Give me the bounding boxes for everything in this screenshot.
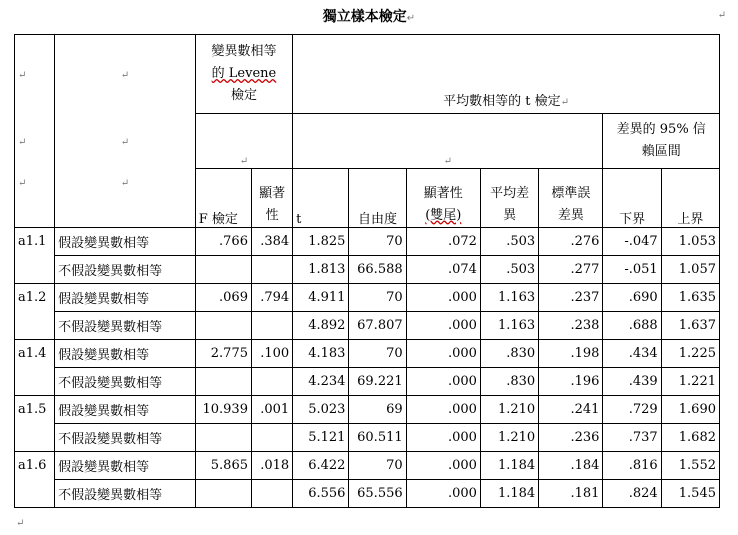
se-diff: .196 bbox=[570, 373, 600, 389]
ci-lower-cell bbox=[603, 395, 661, 423]
se-diff: .236 bbox=[570, 429, 600, 445]
f-value: .766 bbox=[219, 233, 248, 249]
item-label: a1.5 bbox=[18, 401, 47, 417]
header-empty-cell bbox=[15, 169, 55, 228]
paragraph-mark: ↵ bbox=[120, 136, 130, 148]
header-empty-cell bbox=[195, 114, 292, 169]
sig-two-tailed: .000 bbox=[448, 457, 477, 473]
item-label: a1.1 bbox=[18, 233, 47, 249]
assumption-cell bbox=[55, 423, 196, 451]
se-diff-cell bbox=[539, 367, 603, 395]
t-value-cell bbox=[293, 283, 349, 311]
mean-diff: .503 bbox=[506, 261, 536, 277]
col-header-lower bbox=[603, 169, 661, 228]
f-value-cell bbox=[195, 255, 251, 283]
assumption-label: 假設變異數相等 bbox=[58, 459, 150, 475]
mean-diff: 1.163 bbox=[497, 289, 536, 305]
ci-lower: .690 bbox=[628, 289, 658, 305]
assumption-label: 假設變異數相等 bbox=[58, 403, 150, 419]
ci-lower-cell bbox=[603, 423, 661, 451]
table-row bbox=[15, 423, 720, 451]
ci-lower-cell bbox=[603, 339, 661, 367]
t-value: 5.121 bbox=[308, 429, 346, 445]
df-value: 60.511 bbox=[357, 429, 403, 445]
mean-diff-cell bbox=[480, 395, 538, 423]
assumption-cell bbox=[55, 451, 196, 479]
paragraph-mark: ↵ bbox=[16, 518, 25, 529]
ci-lower: .729 bbox=[628, 401, 658, 417]
ci-upper-cell bbox=[661, 367, 719, 395]
ci-upper-cell bbox=[661, 311, 719, 339]
sig-two-tailed-cell bbox=[406, 227, 480, 255]
se-diff: .238 bbox=[570, 317, 600, 333]
levene-header-line: 的 Levene bbox=[211, 66, 277, 81]
ci-upper-cell bbox=[661, 423, 719, 451]
df-value: 66.588 bbox=[357, 261, 403, 277]
f-value-cell bbox=[195, 423, 251, 451]
df-value-cell bbox=[349, 311, 406, 339]
f-value: 2.775 bbox=[210, 345, 248, 361]
table-row bbox=[15, 311, 720, 339]
df-value: 69.221 bbox=[357, 373, 403, 389]
ci-upper-cell bbox=[661, 227, 719, 255]
f-value-cell bbox=[195, 451, 251, 479]
se-diff: .277 bbox=[570, 261, 600, 277]
ci-lower: .816 bbox=[628, 457, 658, 473]
t-value-cell bbox=[293, 479, 349, 507]
mean-diff-cell bbox=[480, 479, 538, 507]
sig-two-tailed: .000 bbox=[448, 317, 477, 333]
col-header-mean-diff bbox=[480, 169, 538, 228]
f-value: 5.865 bbox=[210, 457, 248, 473]
ci-upper: 1.635 bbox=[678, 289, 716, 305]
t-value: 6.556 bbox=[308, 485, 346, 501]
table-row bbox=[15, 451, 720, 479]
se-diff: .276 bbox=[570, 233, 600, 249]
se-diff: .198 bbox=[570, 345, 600, 361]
sig-two-tailed-cell bbox=[406, 311, 480, 339]
col-header-df bbox=[349, 169, 406, 228]
f-value-cell bbox=[195, 339, 251, 367]
col-header-text: 平均差 bbox=[490, 185, 530, 201]
col-header-text: 標準誤 bbox=[551, 185, 591, 201]
col-header-sig bbox=[251, 169, 292, 228]
sig-two-tailed: .000 bbox=[448, 401, 477, 417]
paragraph-mark: ↵ bbox=[717, 10, 726, 21]
sig-two-tailed: .000 bbox=[448, 429, 477, 445]
se-diff-cell bbox=[539, 255, 603, 283]
ci-lower-cell bbox=[603, 367, 661, 395]
assumption-cell bbox=[55, 339, 196, 367]
f-value-cell bbox=[195, 479, 251, 507]
assumption-cell bbox=[55, 479, 196, 507]
paragraph-mark: ↵ bbox=[18, 69, 27, 81]
sig-two-tailed-cell bbox=[406, 339, 480, 367]
f-sig-cell bbox=[251, 255, 292, 283]
ci-upper-cell bbox=[661, 479, 719, 507]
col-header-text: 顯著 bbox=[259, 185, 286, 201]
header-empty-cell bbox=[15, 114, 55, 169]
ci-upper: 1.637 bbox=[678, 317, 716, 333]
t-value: 1.813 bbox=[308, 261, 346, 277]
mean-diff: .830 bbox=[506, 345, 536, 361]
paragraph-mark: ↵ bbox=[560, 97, 570, 108]
assumption-label: 不假設變異數相等 bbox=[58, 487, 163, 503]
se-diff-cell bbox=[539, 227, 603, 255]
f-value: 10.939 bbox=[202, 401, 248, 417]
f-value-cell bbox=[195, 395, 251, 423]
ci-upper-cell bbox=[661, 283, 719, 311]
assumption-label: 不假設變異數相等 bbox=[58, 375, 163, 391]
sig-two-tailed-cell bbox=[406, 423, 480, 451]
mean-diff: 1.210 bbox=[497, 429, 536, 445]
title-text: 獨立樣本檢定 bbox=[322, 9, 407, 25]
sig-two-tailed: .000 bbox=[448, 373, 477, 389]
sig-two-tailed: .072 bbox=[448, 233, 477, 249]
mean-diff-cell bbox=[480, 283, 538, 311]
se-diff: .184 bbox=[570, 457, 600, 473]
mean-diff-cell bbox=[480, 227, 538, 255]
f-value-cell bbox=[195, 227, 251, 255]
table-row bbox=[15, 367, 720, 395]
ci-lower-cell bbox=[603, 283, 661, 311]
ci-lower: .434 bbox=[628, 345, 658, 361]
ci-upper: 1.690 bbox=[678, 401, 716, 417]
f-value-cell bbox=[195, 367, 251, 395]
f-sig: .001 bbox=[260, 401, 290, 417]
col-header-text: 性 bbox=[265, 207, 279, 223]
ci-lower-cell bbox=[603, 311, 661, 339]
ci-upper: 1.552 bbox=[678, 457, 716, 473]
f-sig-cell bbox=[251, 367, 292, 395]
col-header-text: 下界 bbox=[619, 211, 646, 227]
t-value-cell bbox=[293, 451, 349, 479]
assumption-cell bbox=[55, 283, 196, 311]
t-value: 6.422 bbox=[308, 457, 346, 473]
df-value-cell bbox=[349, 479, 406, 507]
assumption-cell bbox=[55, 311, 196, 339]
ci-upper-cell bbox=[661, 451, 719, 479]
ci-lower: .737 bbox=[628, 429, 658, 445]
t-value: 4.234 bbox=[308, 373, 346, 389]
col-header-text: t bbox=[296, 211, 302, 227]
df-value-cell bbox=[349, 227, 406, 255]
mean-diff: 1.210 bbox=[497, 401, 536, 417]
table-title bbox=[0, 6, 738, 26]
assumption-label: 假設變異數相等 bbox=[58, 347, 150, 363]
assumption-label: 假設變異數相等 bbox=[58, 235, 150, 251]
f-sig: .794 bbox=[260, 289, 290, 305]
mean-diff: 1.184 bbox=[497, 457, 536, 473]
table-row bbox=[15, 283, 720, 311]
mean-diff-cell bbox=[480, 255, 538, 283]
ci-lower-cell bbox=[603, 451, 661, 479]
item-cell bbox=[15, 479, 55, 507]
df-value-cell bbox=[349, 395, 406, 423]
f-sig-cell bbox=[251, 311, 292, 339]
ci-lower: -.047 bbox=[624, 233, 658, 249]
table-row bbox=[15, 395, 720, 423]
se-diff-cell bbox=[539, 395, 603, 423]
table-body bbox=[15, 227, 720, 507]
se-diff: .181 bbox=[570, 485, 600, 501]
df-value-cell bbox=[349, 451, 406, 479]
paragraph-mark: ↵ bbox=[120, 177, 130, 189]
t-value: 4.892 bbox=[308, 317, 346, 333]
item-cell bbox=[15, 283, 55, 311]
sig-two-tailed-cell bbox=[406, 479, 480, 507]
ci-upper: 1.545 bbox=[678, 485, 716, 501]
ci-upper: 1.057 bbox=[678, 261, 716, 277]
table-row bbox=[15, 227, 720, 255]
ci-lower: .824 bbox=[628, 485, 658, 501]
t-value: 5.023 bbox=[308, 401, 346, 417]
ttest-header-text: 平均數相等的 t 檢定 bbox=[443, 94, 561, 109]
table-row bbox=[15, 255, 720, 283]
item-label: a1.4 bbox=[18, 345, 47, 361]
df-value: 70 bbox=[386, 345, 403, 361]
mean-diff-cell bbox=[480, 311, 538, 339]
t-value: 4.183 bbox=[308, 345, 346, 361]
item-cell bbox=[15, 395, 55, 423]
mean-diff-cell bbox=[480, 451, 538, 479]
ci-upper: 1.225 bbox=[678, 345, 716, 361]
df-value: 65.556 bbox=[357, 485, 403, 501]
col-header-text: 異 bbox=[503, 207, 517, 223]
col-header-f bbox=[195, 169, 251, 228]
df-value-cell bbox=[349, 283, 406, 311]
se-diff: .241 bbox=[570, 401, 600, 417]
t-value-cell bbox=[293, 227, 349, 255]
df-value: 69 bbox=[386, 401, 403, 417]
col-header-text: 顯著性 bbox=[423, 185, 463, 201]
col-header-se-diff bbox=[539, 169, 603, 228]
sig-two-tailed: .074 bbox=[448, 261, 477, 277]
col-header-text: 差異 bbox=[557, 207, 584, 223]
f-value-cell bbox=[195, 283, 251, 311]
paragraph-mark: ↵ bbox=[239, 156, 249, 167]
df-value-cell bbox=[349, 339, 406, 367]
assumption-cell bbox=[55, 395, 196, 423]
t-value: 4.911 bbox=[308, 289, 346, 305]
item-label: a1.2 bbox=[18, 289, 47, 305]
f-sig: .100 bbox=[260, 345, 290, 361]
paragraph-mark: ↵ bbox=[443, 156, 452, 167]
col-header-text: (雙尾) bbox=[425, 207, 462, 223]
f-sig-cell bbox=[251, 283, 292, 311]
header-empty-cell bbox=[55, 114, 196, 169]
levene-header-line: 變異數相等 bbox=[211, 44, 277, 59]
ci-lower-cell bbox=[603, 479, 661, 507]
item-cell bbox=[15, 311, 55, 339]
f-sig-cell bbox=[251, 451, 292, 479]
paragraph-mark: ↵ bbox=[18, 177, 27, 189]
table-row bbox=[15, 339, 720, 367]
se-diff-cell bbox=[539, 339, 603, 367]
mean-diff-cell bbox=[480, 367, 538, 395]
item-cell bbox=[15, 255, 55, 283]
mean-diff: .830 bbox=[506, 373, 536, 389]
assumption-label: 不假設變異數相等 bbox=[58, 263, 163, 279]
f-sig-cell bbox=[251, 395, 292, 423]
ci-lower-cell bbox=[603, 255, 661, 283]
sig-two-tailed: .000 bbox=[448, 289, 477, 305]
header-empty-cell bbox=[55, 35, 196, 114]
ci-lower-cell bbox=[603, 227, 661, 255]
col-header-upper bbox=[661, 169, 719, 228]
f-sig-cell bbox=[251, 479, 292, 507]
ci-lower: .439 bbox=[628, 373, 658, 389]
mean-diff-cell bbox=[480, 423, 538, 451]
df-value-cell bbox=[349, 367, 406, 395]
df-value: 70 bbox=[386, 233, 403, 249]
se-diff-cell bbox=[539, 451, 603, 479]
df-value-cell bbox=[349, 423, 406, 451]
df-value: 67.807 bbox=[357, 317, 403, 333]
ci-upper: 1.053 bbox=[678, 233, 716, 249]
ci-upper-cell bbox=[661, 395, 719, 423]
sig-two-tailed-cell bbox=[406, 395, 480, 423]
assumption-label: 假設變異數相等 bbox=[58, 291, 150, 307]
col-header-sig-two-tailed bbox=[406, 169, 480, 228]
header-empty-cell bbox=[15, 35, 55, 114]
sig-two-tailed: .000 bbox=[448, 485, 477, 501]
f-sig-cell bbox=[251, 227, 292, 255]
t-value-cell bbox=[293, 311, 349, 339]
independent-samples-test-table bbox=[14, 34, 720, 508]
sig-two-tailed-cell bbox=[406, 255, 480, 283]
assumption-cell bbox=[55, 227, 196, 255]
col-header-text: 上界 bbox=[677, 211, 704, 227]
assumption-label: 不假設變異數相等 bbox=[58, 319, 163, 335]
ci-header-line: 賴區間 bbox=[641, 144, 681, 159]
levene-header-line: 檢定 bbox=[230, 88, 257, 103]
se-diff-cell bbox=[539, 479, 603, 507]
sig-two-tailed-cell bbox=[406, 367, 480, 395]
df-value: 70 bbox=[386, 289, 403, 305]
paragraph-mark: ↵ bbox=[406, 13, 416, 24]
assumption-cell bbox=[55, 367, 196, 395]
header-empty-cell bbox=[55, 169, 196, 228]
ci-upper: 1.682 bbox=[678, 429, 716, 445]
t-value-cell bbox=[293, 423, 349, 451]
item-cell bbox=[15, 339, 55, 367]
se-diff-cell bbox=[539, 283, 603, 311]
item-cell bbox=[15, 227, 55, 255]
ci-lower: -.051 bbox=[624, 261, 658, 277]
ttest-header bbox=[293, 35, 720, 114]
paragraph-mark: ↵ bbox=[18, 136, 27, 148]
df-value-cell bbox=[349, 255, 406, 283]
confidence-interval-header bbox=[603, 114, 720, 169]
assumption-cell bbox=[55, 255, 196, 283]
t-value-cell bbox=[293, 339, 349, 367]
levene-header bbox=[195, 35, 292, 114]
f-sig-cell bbox=[251, 339, 292, 367]
table-row bbox=[15, 479, 720, 507]
sig-two-tailed-cell bbox=[406, 283, 480, 311]
t-value-cell bbox=[293, 367, 349, 395]
f-sig-cell bbox=[251, 423, 292, 451]
item-cell bbox=[15, 367, 55, 395]
t-value-cell bbox=[293, 395, 349, 423]
sig-two-tailed: .000 bbox=[448, 345, 477, 361]
f-value-cell bbox=[195, 311, 251, 339]
f-sig: .384 bbox=[260, 233, 290, 249]
item-cell bbox=[15, 451, 55, 479]
item-label: a1.6 bbox=[18, 457, 47, 473]
col-header-t bbox=[293, 169, 349, 228]
se-diff-cell bbox=[539, 311, 603, 339]
ci-upper-cell bbox=[661, 255, 719, 283]
header-empty-cell bbox=[293, 114, 603, 169]
t-value-cell bbox=[293, 255, 349, 283]
t-value: 1.825 bbox=[308, 233, 346, 249]
f-sig: .018 bbox=[260, 457, 290, 473]
col-header-text: 自由度 bbox=[358, 211, 398, 227]
mean-diff: 1.163 bbox=[497, 317, 536, 333]
mean-diff: 1.184 bbox=[497, 485, 536, 501]
ci-upper: 1.221 bbox=[678, 373, 716, 389]
se-diff-cell bbox=[539, 423, 603, 451]
mean-diff-cell bbox=[480, 339, 538, 367]
ci-lower: .688 bbox=[628, 317, 658, 333]
assumption-label: 不假設變異數相等 bbox=[58, 431, 163, 447]
col-header-text: F 檢定 bbox=[198, 211, 238, 227]
item-cell bbox=[15, 423, 55, 451]
sig-two-tailed-cell bbox=[406, 451, 480, 479]
df-value: 70 bbox=[386, 457, 403, 473]
se-diff: .237 bbox=[570, 289, 600, 305]
mean-diff: .503 bbox=[506, 233, 536, 249]
f-value: .069 bbox=[219, 289, 248, 305]
ci-upper-cell bbox=[661, 339, 719, 367]
paragraph-mark: ↵ bbox=[120, 69, 130, 81]
ci-header-line: 差異的 95% 信 bbox=[616, 122, 706, 137]
